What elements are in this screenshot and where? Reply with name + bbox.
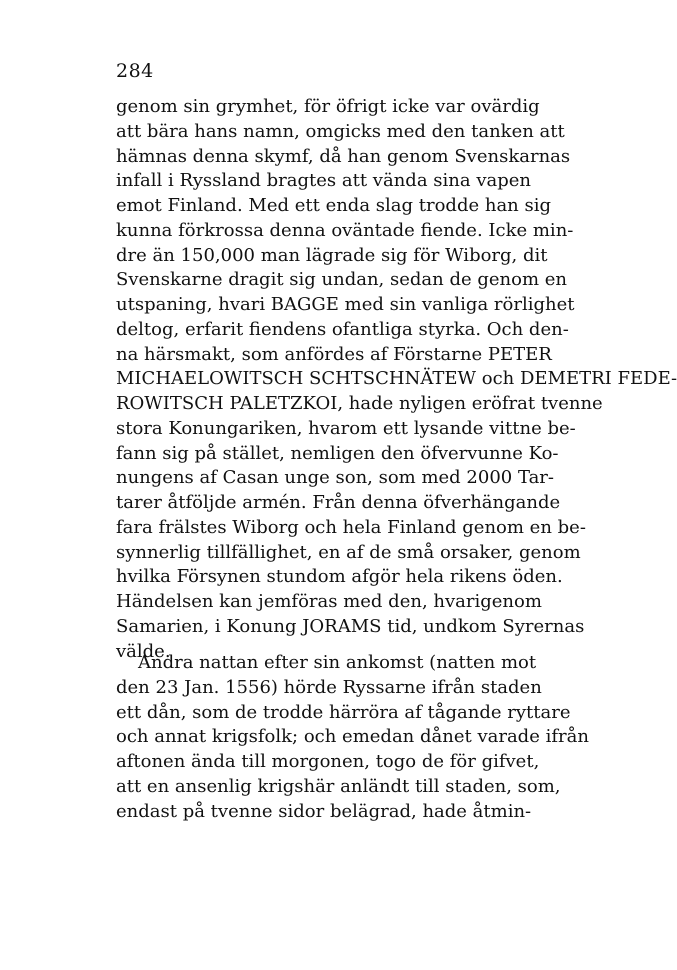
text-line: nungens af Casan unge son, som med 2000 Tar- (116, 467, 554, 489)
text-line: tarer åtföljde armén. Från denna öfverhängande (116, 492, 561, 513)
text-line: ROWITSCH PALETZKOI, hade nyligen eröfrat tvenne (116, 393, 603, 414)
text-line: dre än 150,000 man lägrade sig för Wiborg, dit (116, 244, 548, 266)
text-line: Andra nattan efter sin ankomst (natten mot (138, 652, 537, 673)
paragraph-1 (116, 95, 677, 664)
page-number: 284 (116, 60, 154, 82)
text-line: hämnas denna skymf, då han genom Svenskarnas (116, 145, 571, 167)
text-line: ett dån, som de trodde härröra af tågande ryttare (116, 701, 571, 723)
text-line: att en ansenlig krigshär anländt till staden, som, (116, 775, 561, 797)
text-line: stora Konungariken, hvarom ett lysande vittne be- (116, 417, 576, 439)
text-line: infall i Ryssland bragtes att vända sina vapen (116, 170, 531, 192)
text-line: fara frälstes Wiborg och hela Finland genom en be- (116, 516, 586, 538)
text-line: na härsmakt, som anfördes af Förstarne PETER (116, 343, 552, 365)
text-line: utspaning, hvari BAGGE med sin vanliga rörlighet (116, 294, 575, 315)
text-line: endast på tvenne sidor belägrad, hade åtmin- (116, 800, 532, 822)
text-line: genom sin grymhet, för öfrigt icke var ovärdig (116, 96, 540, 117)
text-line: synnerlig tillfällighet, en af de små orsaker, genom (116, 541, 581, 563)
text-line: Händelsen kan jemföras med den, hvarigenom (116, 591, 542, 612)
text-line: kunna förkrossa denna oväntade fiende. Icke min- (116, 219, 574, 241)
text-line: den 23 Jan. 1556) hörde Ryssarne ifrån staden (116, 676, 542, 698)
text-line: aftonen ända till morgonen, togo de för gifvet, (116, 751, 540, 772)
text-line: emot Finland. Med ett enda slag trodde han sig (116, 195, 552, 216)
text-line: Svenskarne dragit sig undan, sedan de genom en (116, 269, 567, 291)
text-line: MICHAELOWITSCH SCHTSCHNÄTEW och DEMETRI FEDE- (116, 368, 677, 390)
text-line: hvilka Försynen stundom afgör hela rikens öden. (116, 566, 563, 588)
text-line: fann sig på stället, nemligen den öfvervunne Ko- (116, 442, 559, 464)
paragraph-2 (116, 651, 589, 824)
text-line: deltog, erfarit fiendens ofantliga styrka. Och den- (116, 318, 569, 340)
text-line: välde. (116, 640, 171, 662)
text-line: att bära hans namn, omgicks med den tanken att (116, 120, 565, 142)
text-line: Samarien, i Konung JORAMS tid, undkom Syrernas (116, 615, 585, 637)
text-line: och annat krigsfolk; och emedan dånet varade ifrån (116, 726, 589, 748)
